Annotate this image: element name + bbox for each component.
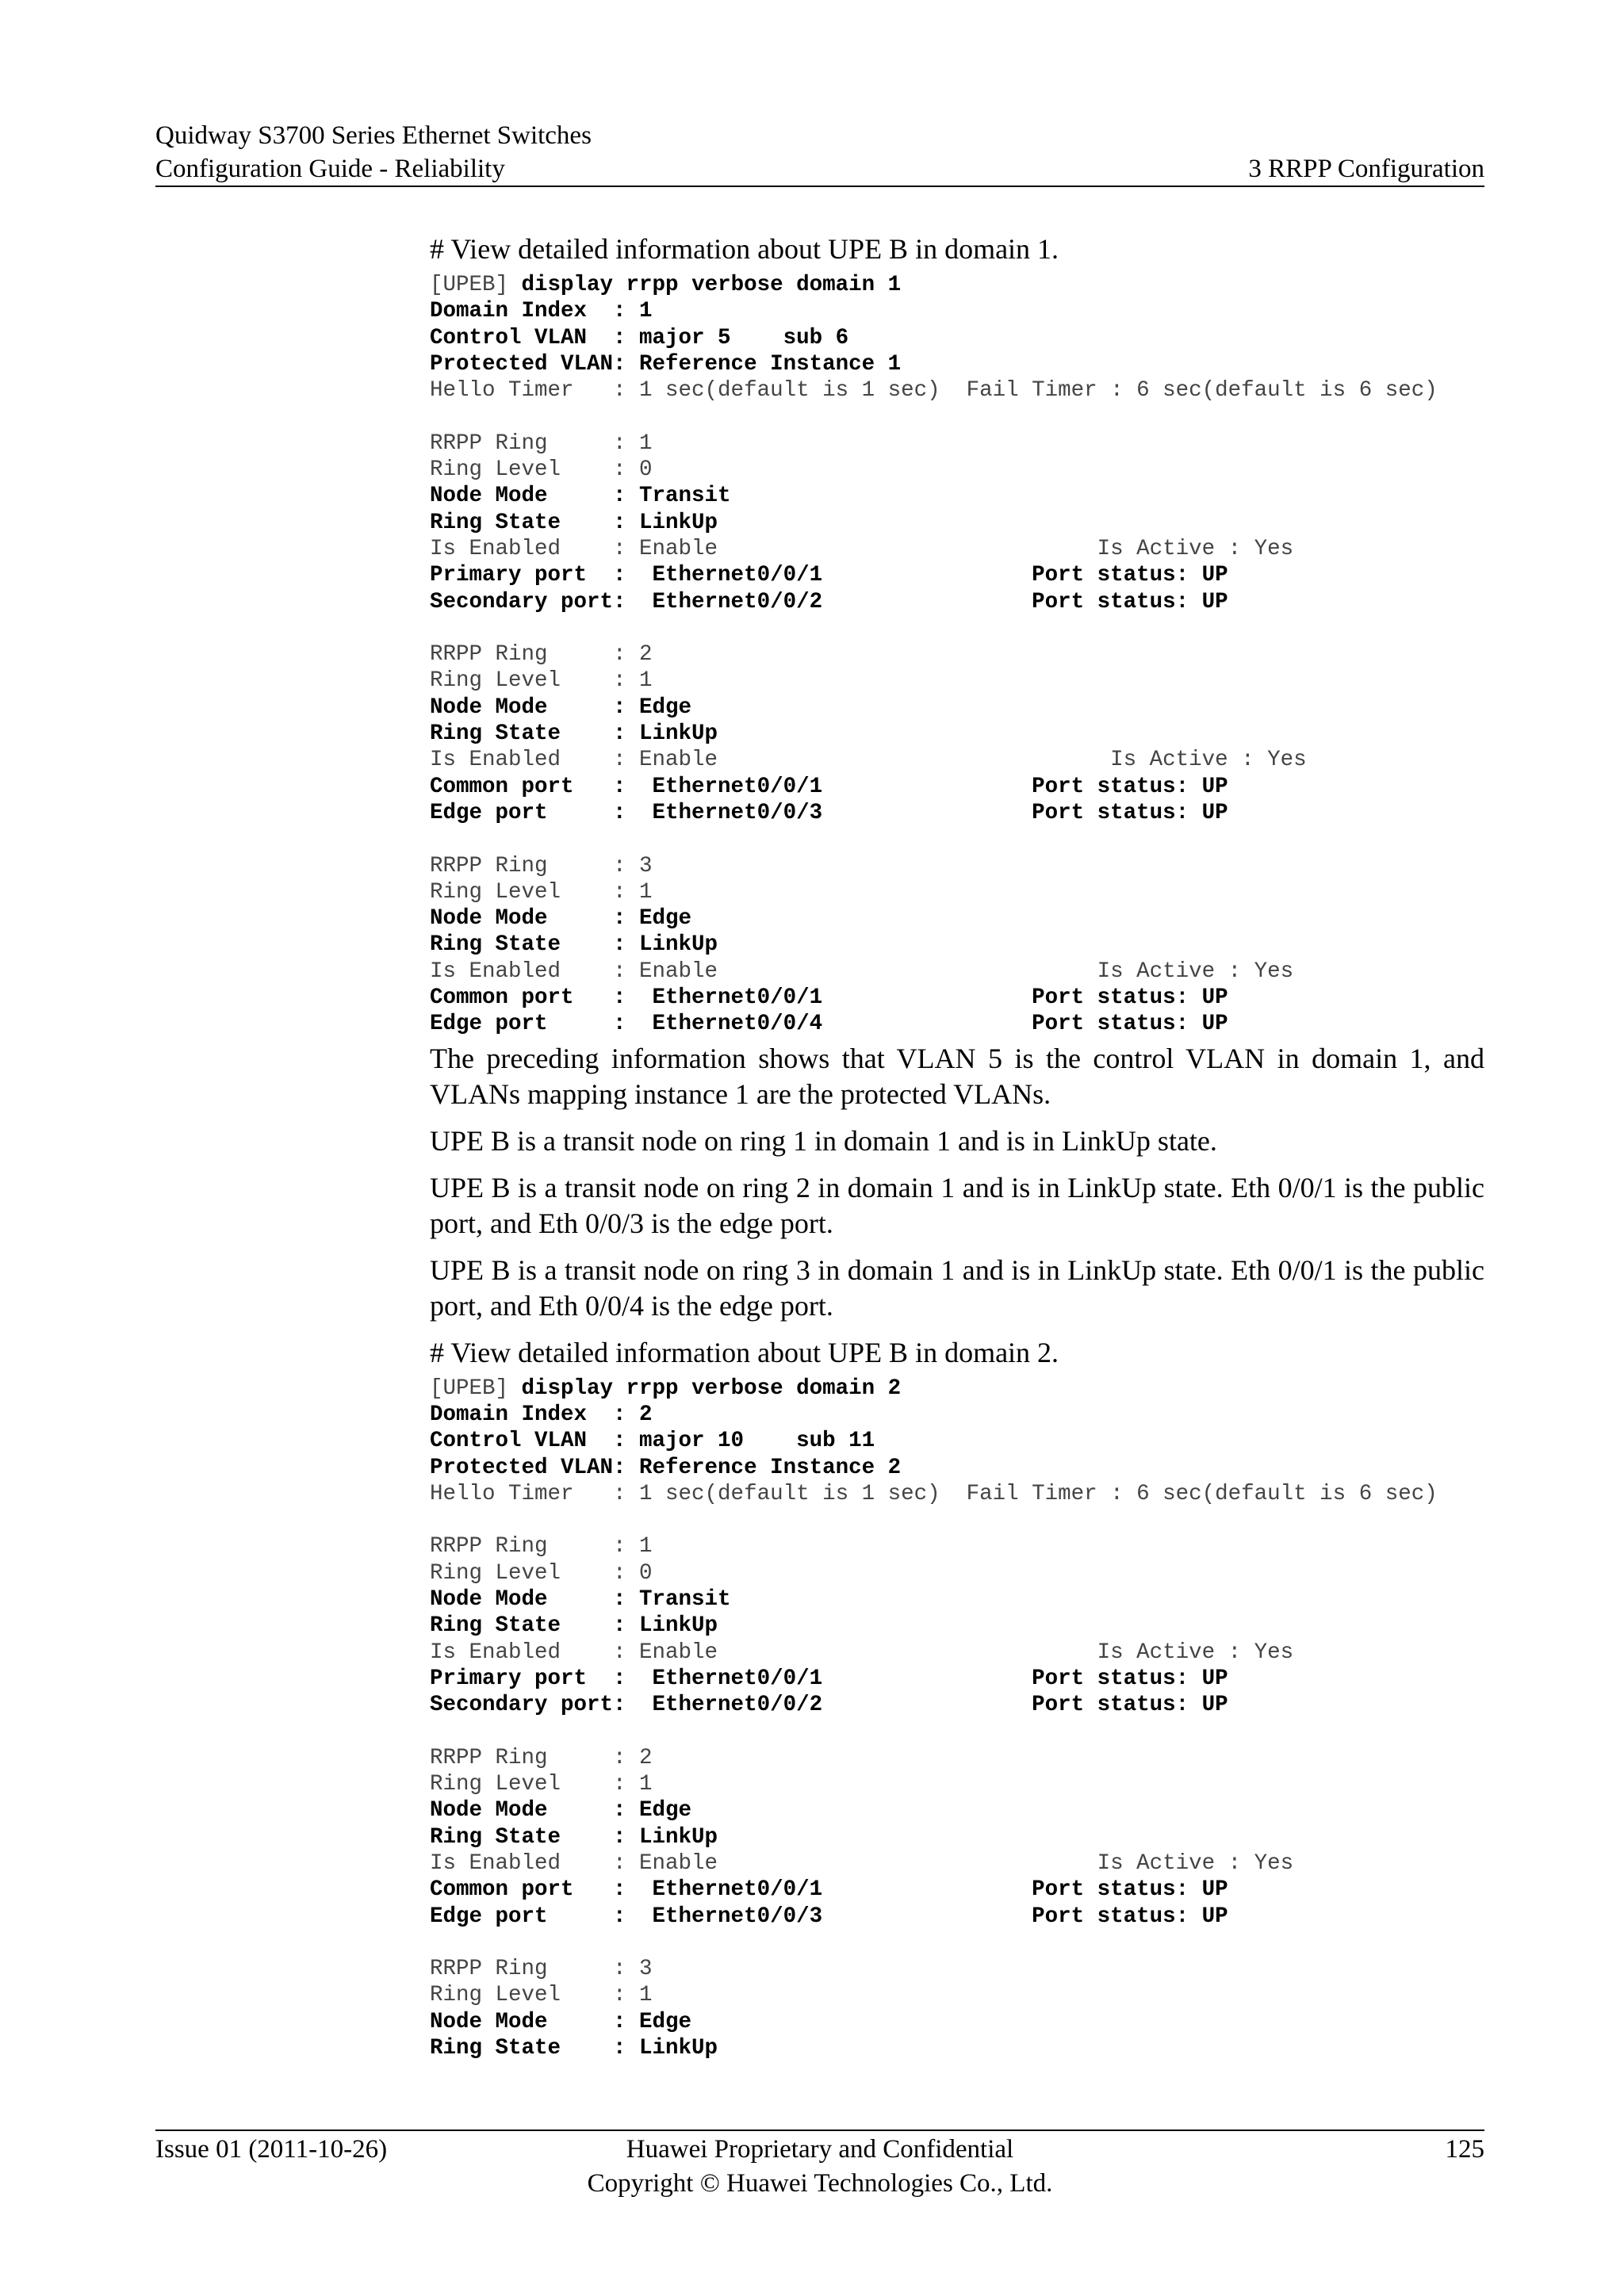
chapter-title: 3 RRPP Configuration: [1248, 155, 1484, 183]
code-line: [430, 1666, 1484, 1692]
paragraph-ring-1: UPE B is a transit node on ring 1 in domain 1 and is in LinkUp state.: [430, 1124, 1217, 1157]
code-line: [430, 959, 1484, 985]
code-command: display rrpp verbose domain 2: [521, 1376, 902, 1401]
code-line-text: Edge port : Ethernet0/0/3 Port status: UP: [430, 1904, 1228, 1929]
code-line: [430, 1376, 1484, 1402]
code-line-text: RRPP Ring : 2: [430, 1745, 653, 1770]
code-line-text: RRPP Ring : 1: [430, 1534, 653, 1559]
code-line-text: Common port : Ethernet0/0/1 Port status: UP: [430, 985, 1228, 1011]
code-line-text: Node Mode : Edge: [430, 2009, 692, 2034]
code-line: [430, 272, 1484, 298]
code-line-text: Ring Level : 0: [430, 1560, 653, 1586]
code-line-text: Is Enabled : Enable Is Active : Yes: [430, 1850, 1294, 1876]
code-line: [430, 430, 1484, 457]
code-blank-line: [430, 404, 1484, 430]
code-line: [430, 377, 1484, 404]
guide-title: Configuration Guide - Reliability: [155, 155, 505, 183]
code-line-text: Primary port : Ethernet0/0/1 Port status: UP: [430, 1666, 1228, 1691]
code-line: [430, 298, 1484, 324]
code-line-text: Hello Timer : 1 sec(default is 1 sec) Fail Timer : 6 sec(default is 6 sec): [430, 378, 1438, 404]
code-line: [430, 695, 1484, 721]
code-line-text: RRPP Ring : 3: [430, 853, 653, 878]
code-line: [430, 1613, 1484, 1639]
code-line: [430, 668, 1484, 694]
page-number: 125: [1445, 2135, 1484, 2164]
code-line-text: Common port : Ethernet0/0/1 Port status: UP: [430, 774, 1228, 799]
code-line-text: Domain Index : 2: [430, 1402, 653, 1427]
code-line: [430, 1011, 1484, 1037]
code-line: [430, 1850, 1484, 1877]
code-line: [430, 1586, 1484, 1613]
code-line-text: Ring Level : 1: [430, 1983, 653, 2008]
code-line: [430, 721, 1484, 747]
header-divider: [155, 186, 1484, 187]
code-line-text: Is Enabled : Enable Is Active : Yes: [430, 959, 1294, 984]
code-line-text: Is Enabled : Enable Is Active : Yes: [430, 748, 1307, 773]
code-line-text: Ring State : LinkUp: [430, 721, 718, 747]
code-line: [430, 1877, 1484, 1903]
code-line-text: Node Mode : Transit: [430, 484, 731, 509]
code-line: [430, 1956, 1484, 1982]
code-line: [430, 1481, 1484, 1507]
confidential-notice: Huawei Proprietary and Confidential: [626, 2135, 1014, 2164]
code-line-text: RRPP Ring : 1: [430, 430, 653, 456]
code-line: [430, 2009, 1484, 2035]
code-line-text: Control VLAN : major 5 sub 6: [430, 325, 849, 350]
code-line-text: Ring Level : 1: [430, 879, 653, 905]
code-line-text: Ring State : LinkUp: [430, 1824, 718, 1850]
page-header: [155, 119, 1484, 186]
code-line-text: Node Mode : Transit: [430, 1586, 731, 1612]
code-line: [430, 985, 1484, 1011]
code-line-text: RRPP Ring : 2: [430, 642, 653, 668]
code-line: [430, 1455, 1484, 1481]
code-line-text: Domain Index : 1: [430, 299, 653, 324]
product-title: Quidway S3700 Series Ethernet Switches: [155, 121, 592, 150]
code-blank-line: [430, 1718, 1484, 1744]
code-line: [430, 1428, 1484, 1454]
code-line-text: Secondary port: Ethernet0/0/2 Port status: UP: [430, 1693, 1228, 1718]
code-line-text: Ring Level : 1: [430, 668, 653, 694]
code-line: [430, 1560, 1484, 1586]
paragraph-ring-3: UPE B is a transit node on ring 3 in domain 1 and is in LinkUp state. Eth 0/0/1 is the public port, and Eth 0/0/4 is the edge port.: [430, 1253, 1484, 1322]
code-line-text: Edge port : Ethernet0/0/3 Port status: UP: [430, 800, 1228, 825]
section-2-intro: # View detailed information about UPE B in domain 2.: [430, 1336, 1059, 1368]
code-line-text: Common port : Ethernet0/0/1 Port status: UP: [430, 1877, 1228, 1903]
code-line-text: Node Mode : Edge: [430, 1798, 692, 1823]
code-line-text: Ring State : LinkUp: [430, 1613, 718, 1639]
code-line-text: Hello Timer : 1 sec(default is 1 sec) Fail Timer : 6 sec(default is 6 sec): [430, 1481, 1438, 1506]
code-line: [430, 483, 1484, 509]
code-line-text: Protected VLAN: Reference Instance 1: [430, 351, 902, 377]
code-line: [430, 1771, 1484, 1797]
code-block-domain-2: [430, 1376, 1484, 2062]
code-command: display rrpp verbose domain 1: [521, 273, 902, 297]
code-line-text: [UPEB]: [430, 273, 522, 297]
code-line: [430, 1982, 1484, 2008]
code-line: [430, 589, 1484, 615]
code-blank-line: [430, 1507, 1484, 1533]
code-line: [430, 853, 1484, 879]
code-line-text: Is Enabled : Enable Is Active : Yes: [430, 1640, 1294, 1665]
code-line: [430, 1745, 1484, 1771]
code-block-domain-1: [430, 272, 1484, 1038]
code-line: [430, 1904, 1484, 1930]
code-line: [430, 2035, 1484, 2061]
code-line: [430, 1402, 1484, 1428]
code-line: [430, 879, 1484, 905]
code-line-text: Node Mode : Edge: [430, 906, 692, 932]
code-line: [430, 1797, 1484, 1823]
code-blank-line: [430, 615, 1484, 641]
page-content: [430, 232, 1484, 2064]
code-line-text: Is Enabled : Enable Is Active : Yes: [430, 536, 1294, 561]
code-line: [430, 932, 1484, 958]
code-line: [430, 1640, 1484, 1666]
code-line: [430, 457, 1484, 483]
code-line-text: Control VLAN : major 10 sub 11: [430, 1429, 875, 1454]
code-blank-line: [430, 826, 1484, 852]
code-line: [430, 800, 1484, 826]
code-line: [430, 905, 1484, 932]
code-line-text: Ring State : LinkUp: [430, 2036, 718, 2061]
code-line: [430, 351, 1484, 377]
code-line-text: Ring State : LinkUp: [430, 932, 718, 958]
paragraph-summary: The preceding information shows that VLAN 5 is the control VLAN in domain 1, and VLANs mapping instance 1 are the protected VLANs.: [430, 1042, 1484, 1110]
code-line: [430, 1533, 1484, 1559]
code-line-text: RRPP Ring : 3: [430, 1957, 653, 1982]
section-1-intro: # View detailed information about UPE B in domain 1.: [430, 233, 1059, 265]
issue-date: Issue 01 (2011-10-26): [155, 2135, 388, 2164]
copyright-notice: Copyright © Huawei Technologies Co., Ltd.: [587, 2169, 1053, 2198]
code-line: [430, 1692, 1484, 1718]
code-line: [430, 641, 1484, 668]
code-line: [430, 510, 1484, 536]
code-line-text: Ring Level : 0: [430, 457, 653, 483]
code-line-text: Node Mode : Edge: [430, 695, 692, 720]
code-line: [430, 774, 1484, 800]
code-line: [430, 536, 1484, 562]
code-line-text: Protected VLAN: Reference Instance 2: [430, 1455, 902, 1480]
code-line-text: [UPEB]: [430, 1376, 522, 1401]
code-line: [430, 562, 1484, 588]
paragraph-ring-2: UPE B is a transit node on ring 2 in domain 1 and is in LinkUp state. Eth 0/0/1 is the public port, and Eth 0/0/3 is the edge port.: [430, 1171, 1484, 1239]
code-blank-line: [430, 1930, 1484, 1956]
footer-divider: [155, 2130, 1484, 2131]
code-line-text: Ring State : LinkUp: [430, 510, 718, 535]
code-line-text: Edge port : Ethernet0/0/4 Port status: UP: [430, 1012, 1228, 1037]
code-line: [430, 325, 1484, 351]
code-line-text: Primary port : Ethernet0/0/1 Port status: UP: [430, 563, 1228, 588]
code-line-text: Ring Level : 1: [430, 1772, 653, 1797]
code-line: [430, 747, 1484, 773]
code-line: [430, 1824, 1484, 1850]
code-line-text: Secondary port: Ethernet0/0/2 Port status: UP: [430, 589, 1228, 614]
